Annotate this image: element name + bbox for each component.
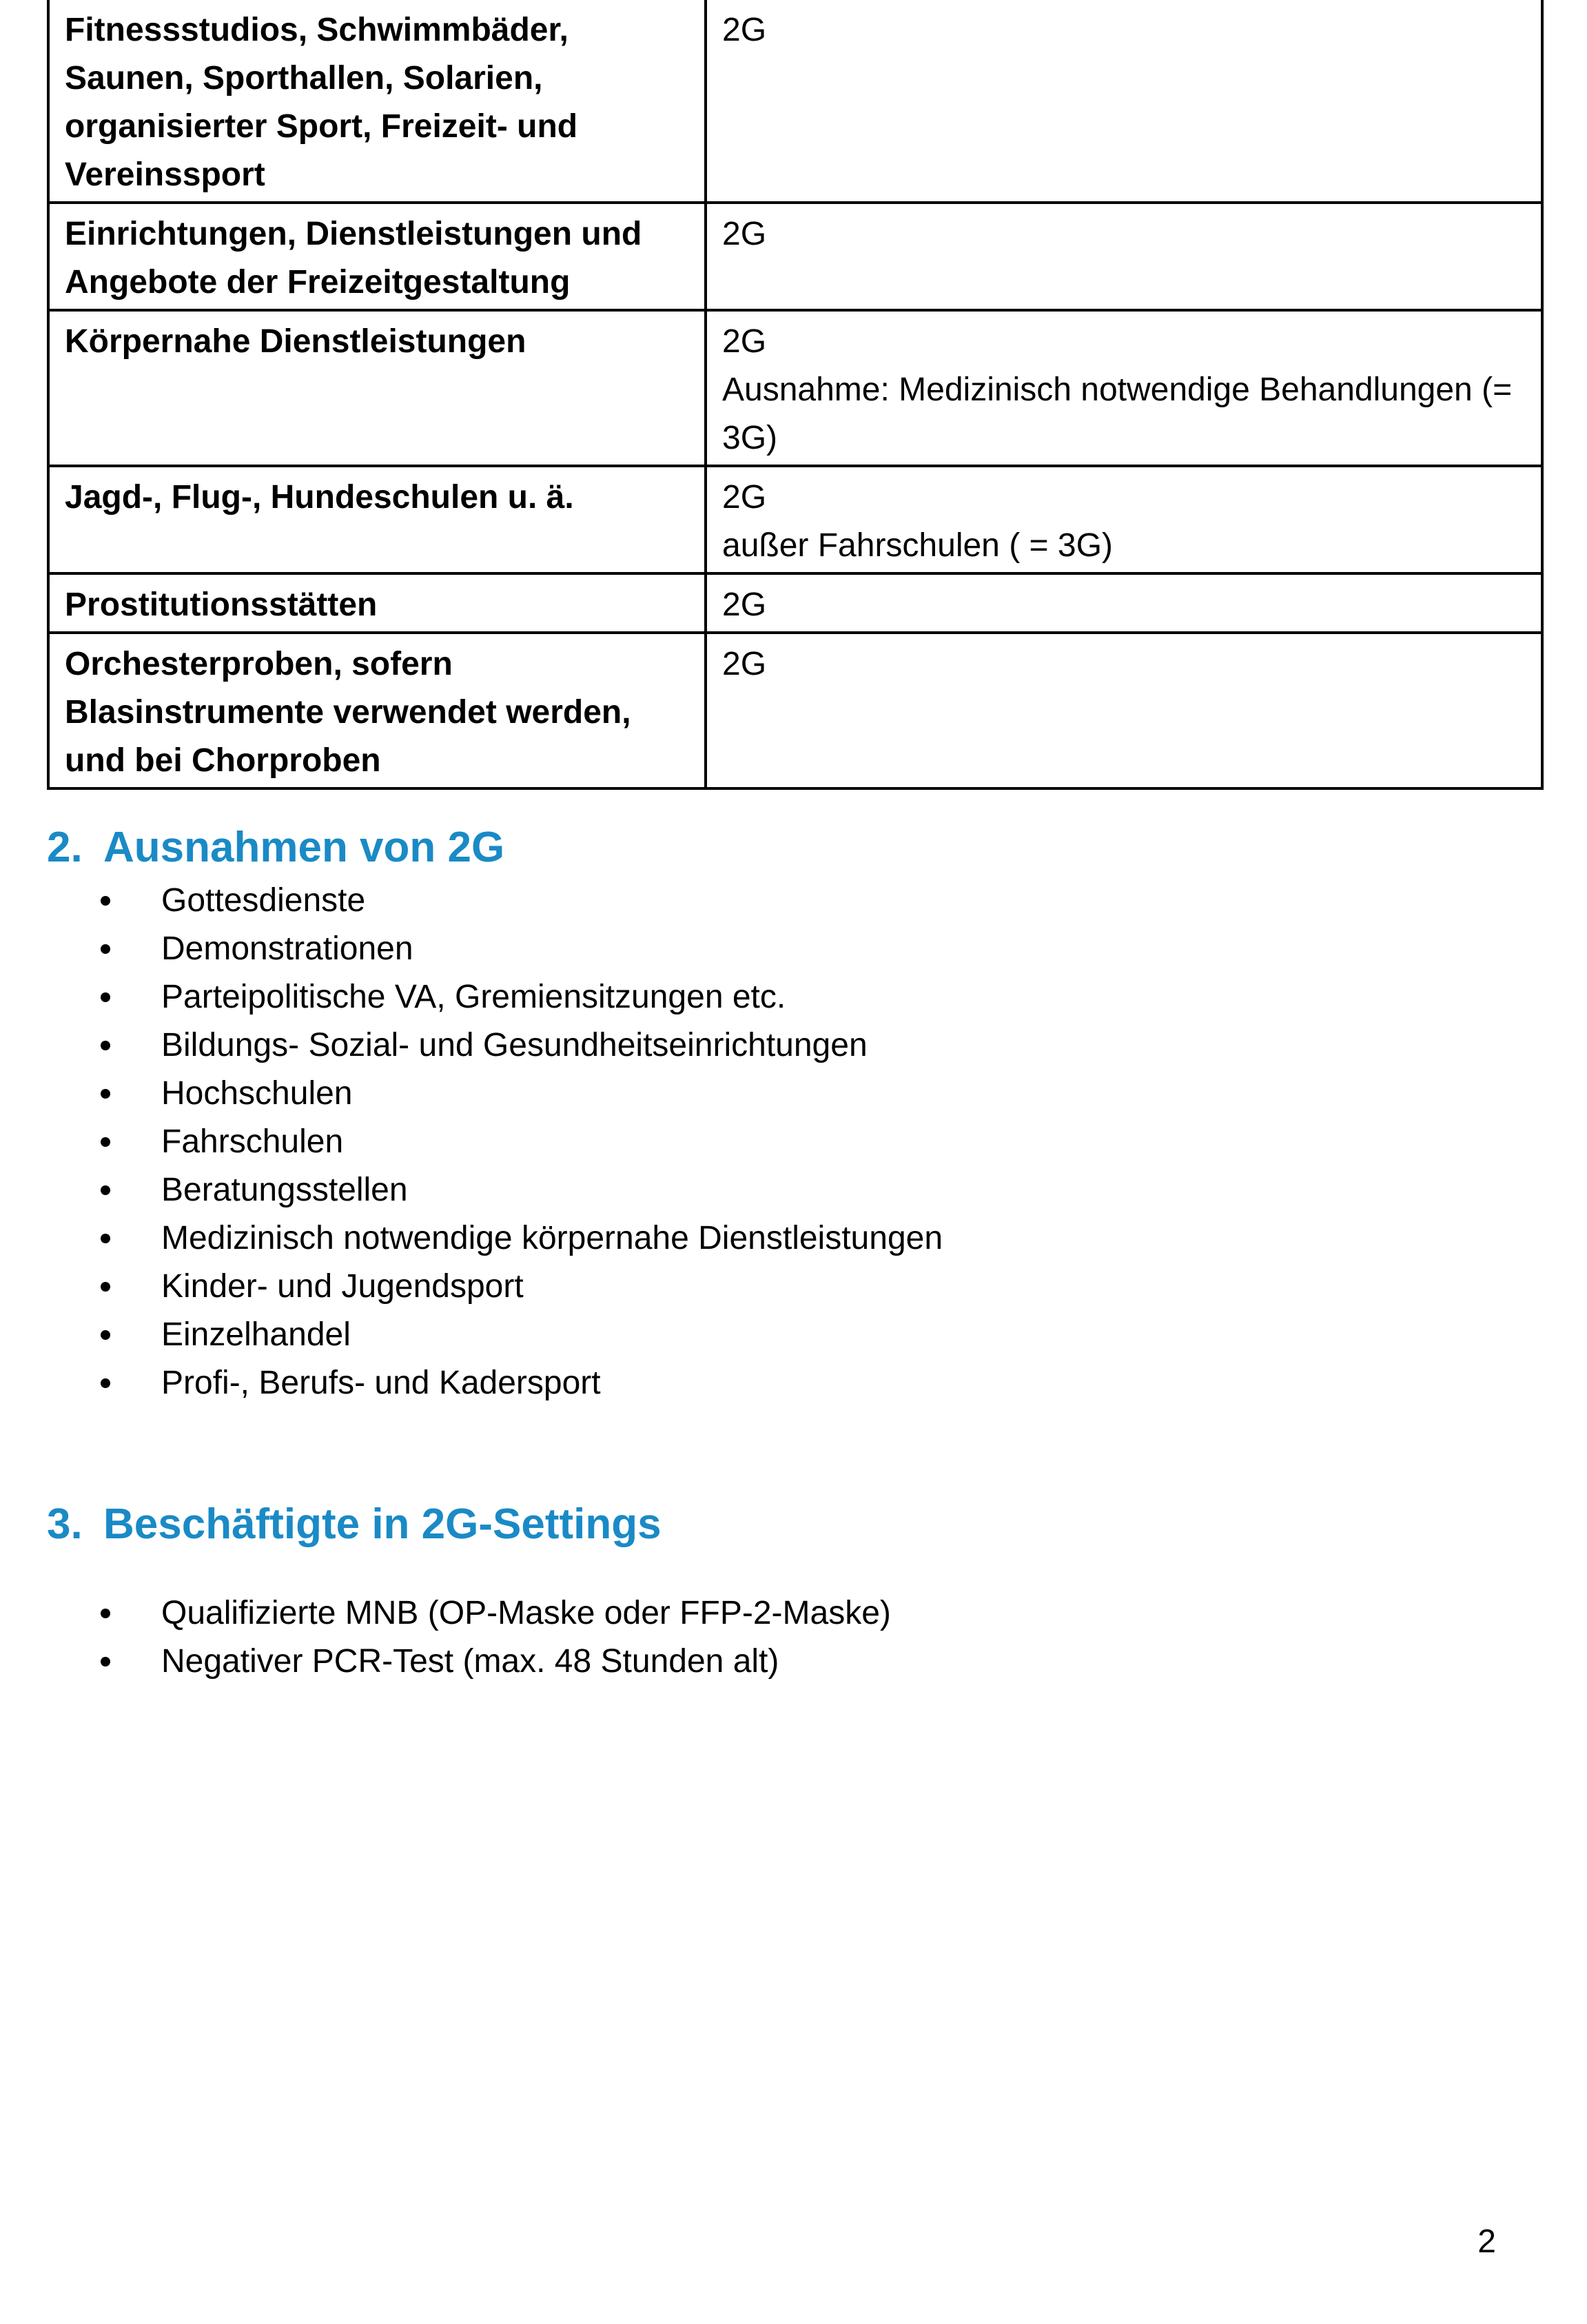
- rule-line: 2G: [722, 479, 767, 516]
- rules-table-body: [48, 0, 1542, 788]
- table-row: [48, 0, 1542, 203]
- setting-cell: Einrichtungen, Dienstleistungen und Angebote der Freizeitgestaltung: [48, 203, 706, 310]
- section-title: Ausnahmen von 2G: [103, 824, 505, 871]
- table-row: [48, 310, 1542, 466]
- bullet-icon: [101, 1609, 110, 1618]
- list-item-text: Hochschulen: [161, 1075, 353, 1112]
- list-item-text: Demonstrationen: [161, 930, 413, 967]
- list-item: [101, 1638, 891, 1686]
- table-row: [48, 633, 1542, 788]
- bullet-icon: [101, 1657, 110, 1666]
- bullet-icon: [101, 1330, 110, 1340]
- rule-cell: [706, 573, 1542, 633]
- section-number: 2.: [47, 824, 83, 871]
- bullet-icon: [101, 1234, 110, 1243]
- setting-cell: Körpernahe Dienstleistungen: [48, 310, 706, 466]
- list-item-text: Kinder- und Jugendsport: [161, 1268, 524, 1305]
- list-item: [101, 1070, 943, 1118]
- list-item: [101, 1359, 943, 1407]
- bullet-icon: [101, 1089, 110, 1099]
- rule-line: 2G: [722, 216, 767, 252]
- setting-cell: Orchesterproben, sofern Blasinstrumente verwendet werden, und bei Chorproben: [48, 633, 706, 788]
- rule-line: 2G: [722, 323, 767, 360]
- section-heading-exceptions: [47, 820, 504, 875]
- rule-line: 2G: [722, 12, 767, 48]
- list-item-text: Qualifizierte MNB (OP-Maske oder FFP-2-Maske): [161, 1595, 891, 1631]
- list-item-text: Medizinisch notwendige körpernahe Dienstleistungen: [161, 1220, 943, 1256]
- rule-line: Ausnahme: Medizinisch notwendige Behandlungen (= 3G): [722, 371, 1513, 456]
- list-item: [101, 1118, 943, 1166]
- rule-line: 2G: [722, 587, 767, 623]
- exceptions-list: [101, 877, 943, 1407]
- bullet-icon: [101, 1137, 110, 1147]
- list-item-text: Parteipolitische VA, Gremiensitzungen etc.: [161, 979, 786, 1015]
- setting-cell: Jagd-, Flug-, Hundeschulen u. ä.: [48, 466, 706, 573]
- rule-cell: [706, 466, 1542, 573]
- list-item-text: Bildungs- Sozial- und Gesundheitseinrichtungen: [161, 1027, 868, 1063]
- list-item-text: Beratungsstellen: [161, 1172, 408, 1208]
- list-item-text: Fahrschulen: [161, 1123, 344, 1160]
- bullet-icon: [101, 896, 110, 906]
- bullet-icon: [101, 1282, 110, 1292]
- list-item-text: Gottesdienste: [161, 882, 366, 919]
- section-heading-employees: [47, 1497, 662, 1552]
- list-item: [101, 973, 943, 1021]
- list-item: [101, 1021, 943, 1070]
- section-title: Beschäftigte in 2G-Settings: [103, 1500, 662, 1548]
- list-item: [101, 1214, 943, 1263]
- rule-cell: [706, 310, 1542, 466]
- rule-cell: [706, 633, 1542, 788]
- list-item-text: Profi-, Berufs- und Kadersport: [161, 1365, 601, 1401]
- rule-cell: [706, 0, 1542, 203]
- employees-list: [101, 1589, 891, 1686]
- section-number: 3.: [47, 1500, 83, 1548]
- list-item: [101, 1589, 891, 1638]
- list-item-text: Negativer PCR-Test (max. 48 Stunden alt): [161, 1643, 779, 1680]
- list-item-text: Einzelhandel: [161, 1316, 351, 1353]
- list-item: [101, 877, 943, 925]
- bullet-icon: [101, 992, 110, 1002]
- page-number: 2: [1477, 2223, 1496, 2260]
- list-item: [101, 1311, 943, 1359]
- list-item: [101, 1166, 943, 1214]
- rule-line: 2G: [722, 646, 767, 682]
- table-row: [48, 466, 1542, 573]
- list-item: [101, 925, 943, 973]
- setting-cell: Prostitutionsstätten: [48, 573, 706, 633]
- setting-cell: Fitnessstudios, Schwimmbäder, Saunen, Sporthallen, Solarien, organisierter Sport, Freizeit- und Vereinssport: [48, 0, 706, 203]
- bullet-icon: [101, 944, 110, 954]
- rule-cell: [706, 203, 1542, 310]
- rule-line: außer Fahrschulen ( = 3G): [722, 527, 1113, 564]
- list-item: [101, 1263, 943, 1311]
- bullet-icon: [101, 1378, 110, 1388]
- table-row: [48, 203, 1542, 310]
- bullet-icon: [101, 1185, 110, 1195]
- bullet-icon: [101, 1041, 110, 1050]
- table-row: [48, 573, 1542, 633]
- rules-table: [47, 0, 1544, 790]
